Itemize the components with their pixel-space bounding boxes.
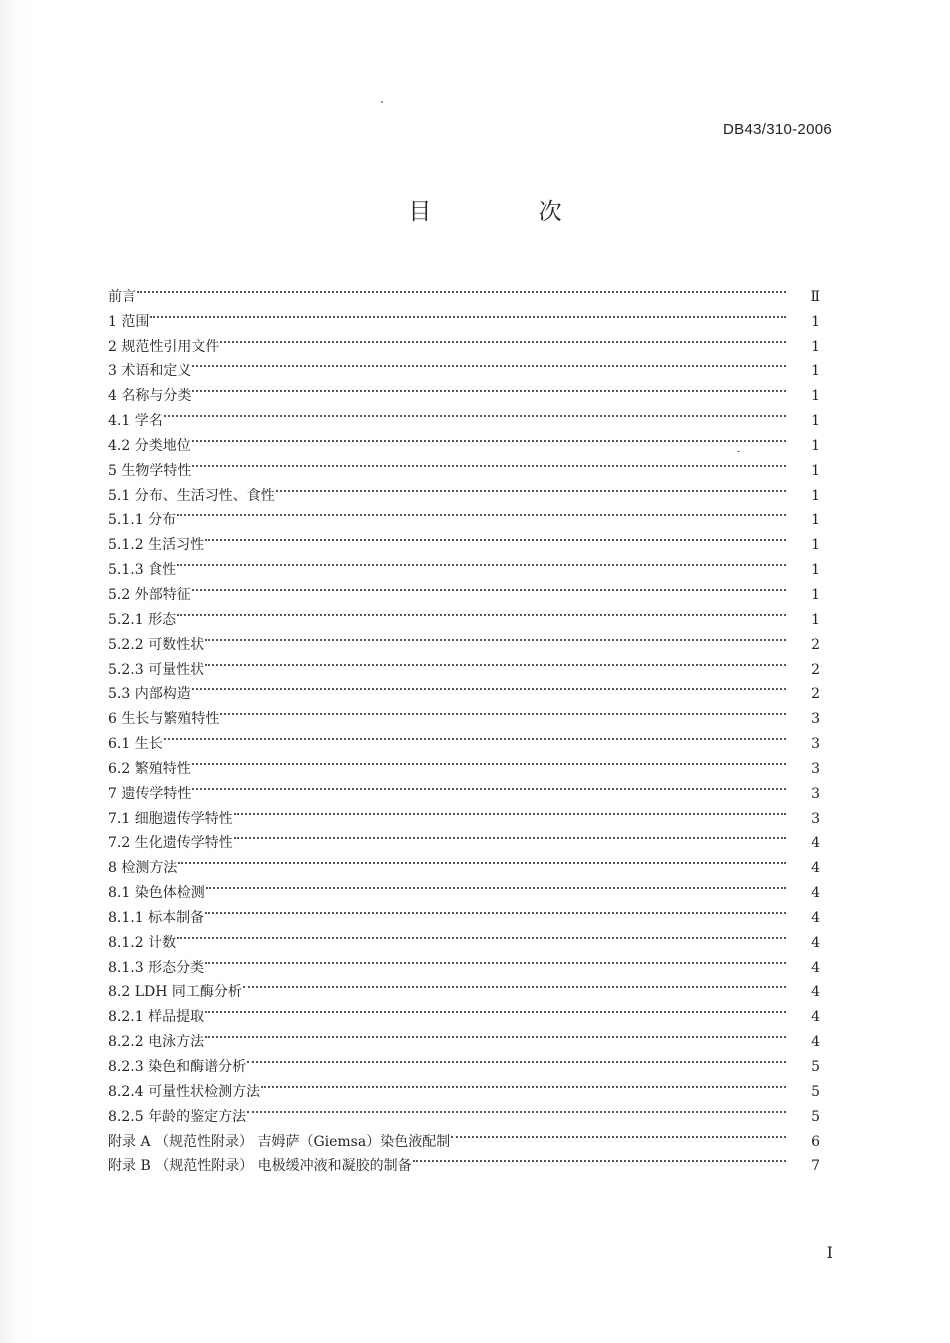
toc-entry[interactable] — [108, 351, 820, 380]
toc-leader-dots — [150, 301, 794, 326]
toc-entry-page: 1 — [811, 512, 820, 529]
toc-entry-page: 2 — [811, 661, 820, 678]
toc-entry-page: 4 — [811, 959, 820, 976]
toc-entry-page: 3 — [811, 736, 820, 753]
toc-leader-dots — [220, 698, 794, 723]
toc-entry-page: 5 — [811, 1059, 820, 1075]
toc-leader-dots — [177, 599, 794, 624]
toc-entry-page: 4 — [811, 934, 820, 951]
toc-leader-dots — [451, 1121, 794, 1146]
toc-entry-label: 前言 — [108, 288, 136, 305]
toc-leader-dots — [205, 947, 794, 972]
toc-entry-label: 4 名称与分类 — [108, 388, 192, 405]
toc-entry-page: 1 — [811, 338, 820, 355]
toc-entry-page: 1 — [811, 363, 820, 380]
toc-entry-label: 附录 A （规范性附录） 吉姆萨（Giemsa）染色液配制 — [108, 1133, 451, 1150]
toc-entry-page: 1 — [811, 413, 820, 430]
toc-entry[interactable] — [108, 276, 820, 305]
toc-entry-label: 5.2.3 可量性状 — [108, 661, 205, 678]
toc-leader-dots — [205, 649, 794, 674]
toc-entry[interactable] — [108, 1046, 820, 1075]
toc-leader-dots — [192, 351, 794, 376]
toc-leader-dots — [276, 475, 794, 500]
toc-entry-page: 1 — [811, 487, 820, 504]
toc-entry[interactable] — [108, 773, 820, 802]
toc-entry-label: 8.1.2 计数 — [108, 934, 177, 951]
toc-entry[interactable] — [108, 500, 820, 529]
toc-leader-dots — [205, 624, 794, 649]
toc-entry[interactable] — [108, 798, 820, 827]
page-title: 目 次 — [408, 199, 612, 225]
toc-entry-page: 4 — [811, 909, 820, 926]
toc-entry-label: 8.2.3 染色和酶谱分析 — [108, 1059, 247, 1075]
toc-entry-label: 5.1.3 食性 — [108, 562, 177, 579]
toc-entry-label: 5.2.1 形态 — [108, 611, 177, 628]
toc-entry-label: 8.2.4 可量性状检测方法 — [108, 1083, 261, 1100]
toc-entry[interactable] — [108, 649, 820, 678]
toc-entry-page: 5 — [811, 1083, 820, 1100]
toc-entry-label: 5.2.2 可数性状 — [108, 636, 205, 653]
toc-entry-page: 1 — [811, 388, 820, 405]
toc-entry[interactable] — [108, 897, 820, 926]
toc-entry-label: 8.1.1 标本制备 — [108, 909, 205, 926]
toc-entry-label: 8.1 染色体检测 — [108, 885, 205, 902]
toc-entry[interactable] — [108, 972, 820, 1001]
toc-entry[interactable] — [108, 996, 820, 1026]
toc-leader-dots — [192, 773, 794, 798]
toc-entry-label: 1 范围 — [108, 313, 150, 330]
toc-leader-dots — [177, 549, 794, 574]
toc-entry-label: 8.2 LDH 同工酶分析 — [108, 984, 242, 1001]
toc-entry[interactable] — [108, 599, 820, 628]
toc-entry-page: 3 — [811, 711, 820, 728]
toc-entry[interactable] — [108, 748, 820, 777]
toc-entry-label: 5.1.2 生活习性 — [108, 537, 205, 554]
toc-entry[interactable] — [108, 450, 820, 479]
toc-leader-dots — [220, 326, 794, 351]
toc-leader-dots — [192, 425, 794, 450]
toc-leader-dots — [192, 375, 794, 400]
toc-entry-page: 2 — [811, 686, 820, 703]
toc-leader-dots — [206, 872, 794, 897]
toc-entry-label: 2 规范性引用文件 — [108, 338, 220, 355]
toc-leader-dots — [192, 450, 794, 475]
toc-leader-dots — [205, 524, 794, 549]
toc-entry-page: 3 — [811, 785, 820, 802]
toc-entry[interactable] — [108, 1021, 820, 1051]
toc-entry-page: 1 — [811, 437, 820, 454]
toc-entry[interactable] — [108, 425, 820, 454]
toc-entry-label: 4.2 分类地位 — [108, 437, 191, 454]
toc-entry-page: 7 — [811, 1158, 820, 1175]
toc-entry-page: 6 — [811, 1133, 820, 1150]
document-code: DB43/310-2006 — [723, 121, 832, 138]
toc-entry-page: 4 — [811, 835, 820, 852]
toc-leader-dots — [413, 1146, 794, 1171]
toc-entry-label: 5.1 分布、生活习性、食性 — [108, 487, 275, 504]
toc-entry[interactable] — [108, 375, 820, 405]
toc-entry-label: 7.2 生化遗传学特性 — [108, 835, 233, 852]
toc-entry[interactable] — [108, 847, 820, 877]
toc-entry[interactable] — [108, 400, 820, 430]
toc-leader-dots — [164, 400, 794, 425]
toc-entry-label: 6.2 繁殖特性 — [108, 760, 191, 777]
toc-entry[interactable] — [108, 723, 820, 753]
toc-entry-label: 附录 B （规范性附录） 电极缓冲液和凝胶的制备 — [108, 1158, 412, 1175]
toc-entry-page: 1 — [811, 611, 820, 628]
toc-leader-dots — [243, 972, 794, 997]
table-of-contents — [108, 276, 820, 1175]
toc-entry[interactable] — [108, 947, 820, 976]
toc-entry-label: 5.2 外部特征 — [108, 586, 191, 603]
toc-entry-label: 5 生物学特性 — [108, 462, 192, 479]
toc-entry[interactable] — [108, 524, 820, 554]
toc-leader-dots — [192, 748, 794, 773]
toc-entry-page: 1 — [811, 586, 820, 603]
toc-leader-dots — [192, 674, 794, 699]
toc-entry-page: 4 — [811, 885, 820, 902]
toc-entry-page: 3 — [811, 760, 820, 777]
toc-entry-page: 4 — [811, 860, 820, 877]
scan-speck — [381, 101, 383, 103]
toc-entry-label: 3 术语和定义 — [108, 363, 192, 380]
toc-entry-label: 6.1 生长 — [108, 736, 163, 753]
toc-entry-label: 5.1.1 分布 — [108, 512, 177, 529]
toc-leader-dots — [205, 996, 794, 1021]
toc-entry-label: 8.2.1 样品提取 — [108, 1009, 205, 1026]
toc-leader-dots — [137, 276, 794, 301]
toc-entry-page: 1 — [811, 562, 820, 579]
toc-leader-dots — [192, 574, 794, 599]
toc-leader-dots — [178, 847, 794, 872]
toc-entry-page: Ⅱ — [810, 288, 820, 305]
toc-entry[interactable] — [108, 326, 820, 355]
toc-entry-page: 4 — [811, 1009, 820, 1026]
toc-entry-page: 4 — [811, 1034, 820, 1051]
toc-entry-page: 1 — [811, 462, 820, 479]
toc-entry-label: 5.3 内部构造 — [108, 686, 191, 703]
toc-leader-dots — [177, 500, 794, 525]
toc-entry[interactable] — [108, 475, 820, 504]
toc-entry[interactable] — [108, 574, 820, 603]
toc-leader-dots — [205, 1021, 794, 1046]
toc-leader-dots — [247, 1046, 794, 1071]
toc-entry[interactable] — [108, 922, 820, 951]
toc-leader-dots — [247, 1096, 794, 1121]
toc-leader-dots — [177, 922, 794, 947]
toc-leader-dots — [164, 723, 794, 748]
toc-entry-page: 1 — [811, 313, 820, 330]
toc-entry-label: 8.2.5 年龄的鉴定方法 — [108, 1108, 247, 1125]
toc-leader-dots — [234, 798, 794, 823]
toc-entry[interactable] — [108, 549, 820, 579]
toc-entry-label: 4.1 学名 — [108, 413, 163, 430]
toc-leader-dots — [205, 897, 794, 922]
page-number: I — [826, 1243, 833, 1262]
toc-entry-label: 8.1.3 形态分类 — [108, 959, 205, 976]
toc-entry-page: 5 — [811, 1108, 820, 1125]
toc-entry[interactable] — [108, 674, 820, 703]
toc-leader-dots — [234, 823, 794, 848]
toc-entry-page: 1 — [811, 537, 820, 554]
toc-entry[interactable] — [108, 624, 820, 653]
toc-entry-label: 7.1 细胞遗传学特性 — [108, 810, 233, 827]
toc-entry-label: 6 生长与繁殖特性 — [108, 711, 220, 728]
toc-leader-dots — [261, 1071, 794, 1096]
toc-entry-label: 8 检测方法 — [108, 860, 178, 877]
toc-entry-page: 2 — [811, 636, 820, 653]
toc-entry[interactable] — [108, 698, 820, 728]
toc-entry-page: 3 — [811, 810, 820, 827]
toc-entry-label: 7 遗传学特性 — [108, 785, 192, 802]
toc-entry-label: 8.2.2 电泳方法 — [108, 1034, 205, 1051]
toc-entry-page: 4 — [811, 984, 820, 1001]
toc-entry[interactable] — [108, 301, 820, 330]
toc-entry[interactable] — [108, 872, 820, 902]
